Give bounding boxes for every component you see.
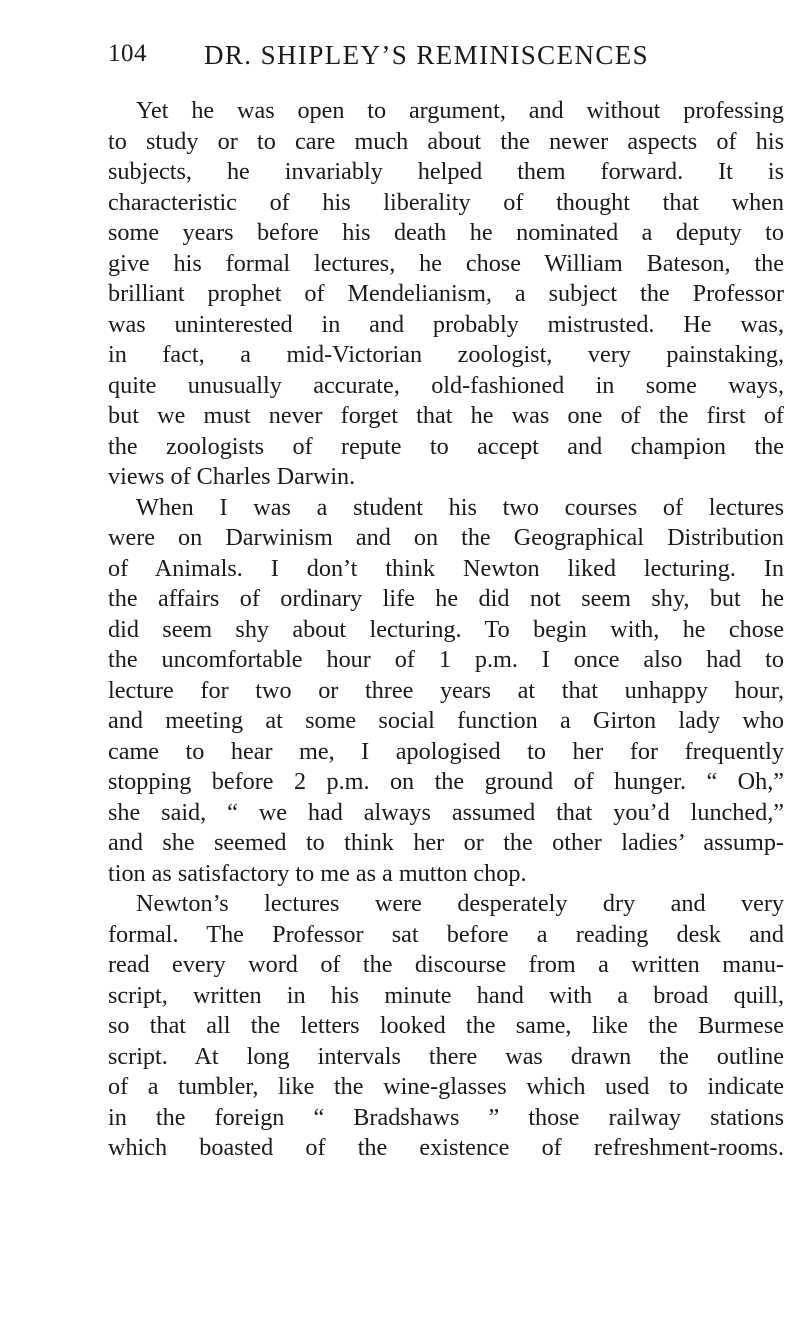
text-line: subjects, he invariably helped them forward. It is (108, 158, 784, 185)
text-line: of Animals. I don’t think Newton liked lecturing. In (108, 554, 784, 582)
text-line: read every word of the discourse from a written manu- (108, 951, 784, 978)
text-line: so that all the letters looked the same, like the Burmese (108, 1012, 784, 1039)
text-line: and meeting at some social function a Girton lady who (108, 707, 784, 734)
text-line: of a tumbler, like the wine-glasses which used to indicate (108, 1073, 784, 1100)
body-text (108, 96, 784, 1164)
text-line: came to hear me, I apologised to her for frequently (108, 737, 784, 765)
text-line: stopping before 2 p.m. on the ground of hunger. “ Oh,” (108, 768, 784, 795)
text-line: to study or to care much about the newer aspects of his (108, 127, 784, 155)
text-line: brilliant prophet of Mendelianism, a subject the Professor (108, 280, 784, 307)
text-line: were on Darwinism and on the Geographical Distribution (108, 524, 784, 551)
text-line: in fact, a mid-Victorian zoologist, very painstaking, (108, 341, 784, 368)
text-line: lecture for two or three years at that unhappy hour, (108, 676, 784, 704)
text-line: script, written in his minute hand with a broad quill, (108, 981, 784, 1009)
text-line: in the foreign “ Bradshaws ” those railway stations (108, 1103, 784, 1131)
text-line: views of Charles Darwin. (108, 463, 356, 490)
text-line: she said, “ we had always assumed that you’d lunched,” (108, 798, 784, 826)
text-line: characteristic of his liberality of thought that when (108, 188, 784, 216)
text-line: did seem shy about lecturing. To begin with, he chose (108, 615, 784, 643)
text-line: which boasted of the existence of refreshment-rooms. (108, 1134, 784, 1161)
text-line: When I was a student his two courses of lectures (136, 493, 784, 521)
text-line: tion as satisfactory to me as a mutton chop. (108, 859, 527, 887)
text-line: the zoologists of repute to accept and champion the (108, 432, 784, 460)
text-line: the uncomfortable hour of 1 p.m. I once also had to (108, 646, 784, 673)
text-line: formal. The Professor sat before a reading desk and (108, 920, 784, 948)
text-line: but we must never forget that he was one of the first of (108, 402, 784, 429)
running-head: DR. SHIPLEY’S REMINISCENCES (204, 40, 650, 70)
text-line: was uninterested in and probably mistrusted. He was, (108, 310, 784, 338)
text-line: script. At long intervals there was drawn the outline (108, 1042, 784, 1070)
text-line: give his formal lectures, he chose William Bateson, the (108, 249, 784, 277)
text-line: Newton’s lectures were desperately dry and very (136, 890, 784, 917)
page-header (108, 40, 656, 80)
text-line: Yet he was open to argument, and without professing (136, 97, 784, 124)
text-line: and she seemed to think her or the other ladies’ assump- (108, 829, 784, 856)
page-number: 104 (108, 40, 147, 67)
text-line: some years before his death he nominated a deputy to (108, 219, 784, 246)
text-line: quite unusually accurate, old-fashioned in some ways, (108, 371, 784, 399)
text-line: the affairs of ordinary life he did not seem shy, but he (108, 585, 784, 612)
